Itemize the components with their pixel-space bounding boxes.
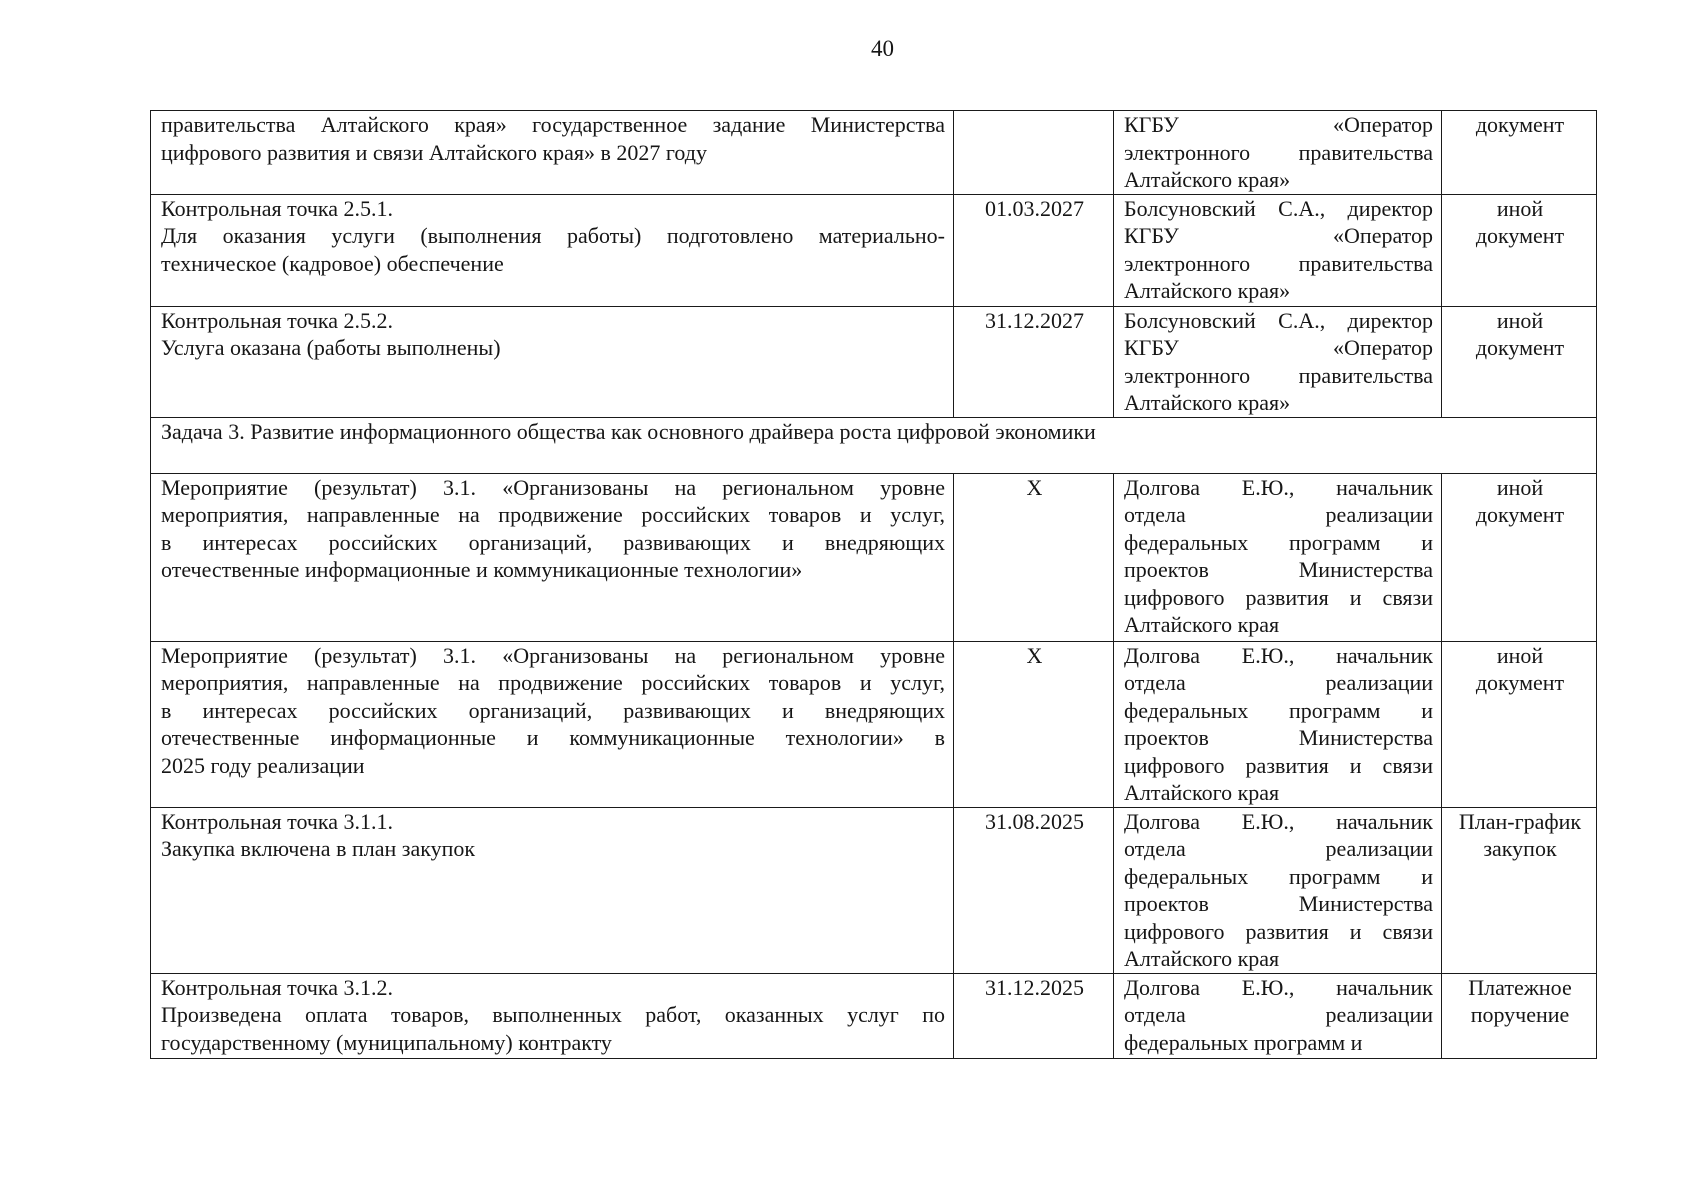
responsible-cell — [1114, 641, 1442, 807]
responsible-line: Алтайского края» — [1124, 278, 1291, 303]
responsible-cell — [1114, 306, 1442, 417]
document-type-cell: иной документ — [1442, 306, 1597, 417]
responsible-cell — [1114, 194, 1442, 306]
responsible-line: отдела реализации — [1124, 502, 1433, 527]
description-cell — [151, 807, 954, 973]
description-line: мероприятия, направленные на продвижение российских товаров и услуг, — [161, 670, 945, 695]
responsible-line: Долгова Е.Ю., начальник — [1124, 808, 1433, 834]
date-cell: 31.12.2027 — [954, 306, 1114, 417]
responsible-cell — [1114, 111, 1442, 195]
document-type-cell: иной документ — [1442, 641, 1597, 807]
table-row — [151, 973, 1597, 1058]
description-line: Закупка включена в план закупок — [161, 836, 476, 861]
description-line: цифрового развития и связи Алтайского края» в 2027 году — [161, 139, 707, 165]
responsible-line: электронного правительства — [1124, 362, 1433, 388]
description-cell — [151, 306, 954, 417]
responsible-line: Алтайского края — [1124, 612, 1280, 637]
responsible-line: отдела реализации — [1124, 1002, 1433, 1027]
description-cell — [151, 973, 954, 1058]
description-line: Произведена оплата товаров, выполненных работ, оказанных услуг по — [161, 1002, 945, 1027]
responsible-line: проектов Министерства — [1124, 725, 1433, 750]
responsible-line: проектов Министерства — [1124, 891, 1433, 916]
responsible-line: КГБУ «Оператор — [1124, 223, 1433, 248]
responsible-line: электронного правительства — [1124, 139, 1433, 165]
description-line: отечественные информационные и коммуникационные технологии» в — [161, 725, 945, 750]
responsible-line: Болсуновский С.А., директор — [1124, 307, 1433, 333]
responsible-line: КГБУ «Оператор — [1124, 335, 1433, 360]
date-cell: Х — [954, 473, 1114, 641]
date-cell: Х — [954, 641, 1114, 807]
responsible-line: Алтайского края» — [1124, 167, 1291, 192]
description-line: в интересах российских организаций, развивающих и внедряющих — [161, 697, 945, 723]
responsible-cell — [1114, 473, 1442, 641]
description-cell — [151, 111, 954, 195]
description-line: государственному (муниципальному) контракту — [161, 1029, 612, 1055]
table-row — [151, 111, 1597, 195]
description-line: Контрольная точка 3.1.1. — [161, 808, 394, 834]
table-row — [151, 306, 1597, 417]
responsible-line: Долгова Е.Ю., начальник — [1124, 974, 1433, 1000]
table-row — [151, 473, 1597, 641]
date-cell: 31.12.2025 — [954, 973, 1114, 1058]
date-cell — [954, 111, 1114, 195]
date-cell: 31.08.2025 — [954, 807, 1114, 973]
description-line: в интересах российских организаций, развивающих и внедряющих — [161, 529, 945, 555]
table-row — [151, 194, 1597, 306]
description-cell — [151, 194, 954, 306]
description-line: Мероприятие (результат) 3.1. «Организованы на региональном уровне — [161, 642, 945, 668]
responsible-line: Долгова Е.Ю., начальник — [1124, 642, 1433, 668]
description-line: мероприятия, направленные на продвижение российских товаров и услуг, — [161, 502, 945, 527]
responsible-line: электронного правительства — [1124, 250, 1433, 276]
responsible-line: отдела реализации — [1124, 836, 1433, 861]
description-line: техническое (кадровое) обеспечение — [161, 250, 504, 276]
task-heading: Задача 3. Развитие информационного общества как основного драйвера роста цифровой экономики — [151, 417, 1597, 473]
responsible-line: федеральных программ и — [1124, 697, 1433, 723]
plan-table — [150, 110, 1597, 1059]
description-line: Услуга оказана (работы выполнены) — [161, 335, 501, 360]
description-cell — [151, 473, 954, 641]
responsible-line: федеральных программ и — [1124, 863, 1433, 889]
description-line: Для оказания услуги (выполнения работы) подготовлено материально- — [161, 223, 945, 248]
document-type-cell: Платежное поручение — [1442, 973, 1597, 1058]
table-row — [151, 641, 1597, 807]
table-row — [151, 807, 1597, 973]
description-line: Мероприятие (результат) 3.1. «Организованы на региональном уровне — [161, 474, 945, 500]
responsible-line: Алтайского края» — [1124, 390, 1291, 415]
responsible-line: федеральных программ и — [1124, 529, 1433, 555]
responsible-line: цифрового развития и связи — [1124, 584, 1433, 610]
responsible-line: Алтайского края — [1124, 780, 1280, 805]
description-line: 2025 году реализации — [161, 752, 365, 778]
description-line: Контрольная точка 2.5.2. — [161, 307, 394, 333]
responsible-line: цифрового развития и связи — [1124, 752, 1433, 778]
responsible-line: Болсуновский С.А., директор — [1124, 195, 1433, 221]
description-line: Контрольная точка 2.5.1. — [161, 195, 394, 221]
document-type-cell: План-график закупок — [1442, 807, 1597, 973]
document-type-cell: иной документ — [1442, 194, 1597, 306]
responsible-line: федеральных программ и — [1124, 1029, 1363, 1055]
responsible-line: Долгова Е.Ю., начальник — [1124, 474, 1433, 500]
page-number: 40 — [871, 36, 894, 61]
responsible-line: Алтайского края — [1124, 946, 1280, 971]
description-cell — [151, 641, 954, 807]
responsible-cell — [1114, 973, 1442, 1058]
description-line: отечественные информационные и коммуникационные технологии» — [161, 557, 803, 582]
responsible-line: КГБУ «Оператор — [1124, 112, 1433, 137]
document-type-cell: иной документ — [1442, 473, 1597, 641]
responsible-cell — [1114, 807, 1442, 973]
description-line: Контрольная точка 3.1.2. — [161, 974, 394, 1000]
responsible-line: отдела реализации — [1124, 670, 1433, 695]
responsible-line: цифрового развития и связи — [1124, 918, 1433, 944]
responsible-line: проектов Министерства — [1124, 557, 1433, 582]
document-type-cell: документ — [1442, 111, 1597, 195]
description-line: правительства Алтайского края» государственное задание Министерства — [161, 112, 945, 137]
task-row — [151, 417, 1597, 473]
date-cell: 01.03.2027 — [954, 194, 1114, 306]
